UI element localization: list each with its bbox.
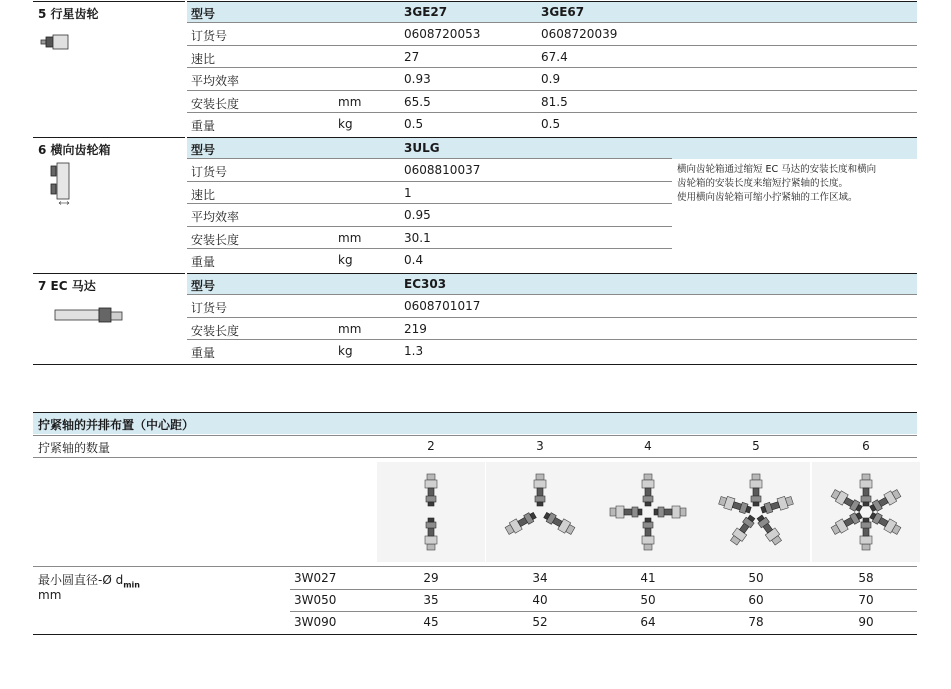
section7-header-row — [187, 273, 917, 295]
spec-value: 0.93 — [404, 72, 431, 87]
dmin-value: 64 — [640, 615, 656, 629]
dmin-label — [38, 571, 140, 589]
spec-value: 219 — [404, 321, 427, 336]
spec-value: 27 — [404, 49, 420, 64]
row-rule — [187, 112, 917, 113]
spindle-count-label: 拧紧轴的数量 — [38, 441, 111, 455]
planetary-gear-icon — [40, 33, 72, 51]
spec-label: 平均效率 — [191, 74, 240, 89]
spindle-count: 4 — [644, 439, 652, 453]
row-rule — [187, 22, 917, 23]
row-rule — [187, 339, 917, 340]
arrangement-title: 拧紧轴的并排布置（中心距） — [38, 418, 195, 432]
arrangement-image — [702, 462, 810, 562]
row-rule — [187, 226, 672, 227]
section7-header-model1: EC303 — [404, 277, 447, 291]
spec-label: 安装长度 — [191, 323, 240, 338]
dmin-value: 52 — [532, 615, 548, 629]
section6-header-row — [187, 137, 917, 159]
section5-title: 5 行星齿轮 — [38, 7, 99, 21]
spec-unit: mm — [338, 230, 362, 245]
spec-value: 30.1 — [404, 230, 431, 245]
row-rule — [290, 611, 917, 612]
model-label: 3W090 — [294, 615, 337, 629]
spindle-arrangement-2 — [377, 462, 485, 562]
arrangement-image — [594, 462, 702, 562]
spec-value: 0.5 — [404, 117, 424, 132]
spec-label: 订货号 — [191, 165, 228, 179]
spec-label: 重量 — [191, 255, 216, 270]
spec-value: 0608701017 — [404, 299, 481, 313]
section5-header-model1: 3GE27 — [404, 5, 448, 19]
section5-header-label: 型号 — [191, 7, 216, 21]
row-rule — [187, 181, 672, 182]
dmin-value: 41 — [640, 571, 656, 585]
spec-value: 0608720039 — [541, 27, 618, 41]
row-rule — [187, 317, 917, 318]
spec-value: 1.3 — [404, 344, 424, 359]
spec-value: 0.5 — [541, 117, 561, 132]
spec-label: 重量 — [191, 119, 216, 134]
dmin-value: 90 — [858, 615, 874, 629]
spec-label: 重量 — [191, 346, 216, 361]
section6-note-line2: 齿轮箱的安装长度来缩短拧紧轴的长度。 — [677, 178, 849, 189]
section6-note-line3: 使用横向齿轮箱可缩小拧紧轴的工作区域。 — [677, 192, 858, 203]
spindle-arrangement-6 — [812, 462, 920, 562]
dmin-value: 78 — [748, 615, 764, 629]
dmin-value: 34 — [532, 571, 548, 585]
section6-header-label: 型号 — [191, 143, 216, 157]
spec-value: 67.4 — [541, 49, 568, 64]
spec-unit: kg — [338, 344, 353, 359]
section6-note-line1: 横向齿轮箱通过缩短 EC 马达的安装长度和横向 — [677, 164, 877, 175]
spindle-count: 3 — [536, 439, 544, 453]
spindle-arrangement-5 — [702, 462, 810, 562]
spec-unit: mm — [338, 94, 362, 109]
section6-title: 6 横向齿轮箱 — [38, 143, 111, 157]
row-rule — [187, 158, 672, 159]
dmin-label-text: 最小圆直径-Ø d — [38, 573, 124, 587]
section5-header-model2: 3GE67 — [541, 5, 585, 19]
row-rule — [187, 294, 917, 295]
spec-unit: kg — [338, 117, 353, 132]
model-label: 3W027 — [294, 571, 337, 585]
spec-value: 0.95 — [404, 208, 431, 223]
dmin-value: 50 — [748, 571, 764, 585]
spec-value: 0608720053 — [404, 27, 481, 41]
dmin-label-sub: min — [123, 580, 140, 590]
section7-header-label: 型号 — [191, 279, 216, 293]
arrangement-image — [377, 462, 485, 562]
dmin-value: 70 — [858, 593, 874, 607]
spec-value: 0608810037 — [404, 163, 481, 177]
spec-unit: mm — [338, 321, 362, 336]
row-rule — [187, 90, 917, 91]
model-label: 3W050 — [294, 593, 337, 607]
dmin-unit: mm — [38, 588, 62, 602]
spec-label: 速比 — [191, 187, 216, 202]
section6-header-model1: 3ULG — [404, 141, 440, 155]
row-rule — [187, 203, 672, 204]
spec-value: 81.5 — [541, 94, 568, 109]
ec-motor-icon — [54, 306, 124, 324]
spindle-count: 5 — [752, 439, 760, 453]
spec-label: 安装长度 — [191, 232, 240, 247]
row-rule — [187, 248, 672, 249]
transverse-gearbox-icon — [50, 162, 74, 206]
dmin-value: 58 — [858, 571, 874, 585]
row-rule — [290, 589, 917, 590]
spec-label: 订货号 — [191, 301, 228, 315]
spec-label: 速比 — [191, 51, 216, 66]
section7-title: 7 EC 马达 — [38, 279, 96, 293]
arrangement-image — [812, 462, 920, 562]
spindle-count: 6 — [862, 439, 870, 453]
arrangement-image — [486, 462, 594, 562]
spindle-arrangement-4 — [594, 462, 702, 562]
spindle-arrangement-3 — [486, 462, 594, 562]
row-rule — [187, 45, 917, 46]
dmin-value: 35 — [423, 593, 439, 607]
spec-value: 0.9 — [541, 72, 561, 87]
spec-unit: kg — [338, 253, 353, 268]
dmin-value: 45 — [423, 615, 439, 629]
spec-value: 65.5 — [404, 94, 431, 109]
spec-label: 安装长度 — [191, 96, 240, 111]
spec-label: 订货号 — [191, 29, 228, 43]
spec-label: 平均效率 — [191, 210, 240, 225]
dmin-value: 29 — [423, 571, 439, 585]
row-rule — [187, 67, 917, 68]
dmin-value: 40 — [532, 593, 548, 607]
spec-value: 1 — [404, 185, 412, 200]
dmin-value: 60 — [748, 593, 764, 607]
spec-value: 0.4 — [404, 253, 424, 268]
dmin-value: 50 — [640, 593, 656, 607]
spindle-count: 2 — [427, 439, 435, 453]
